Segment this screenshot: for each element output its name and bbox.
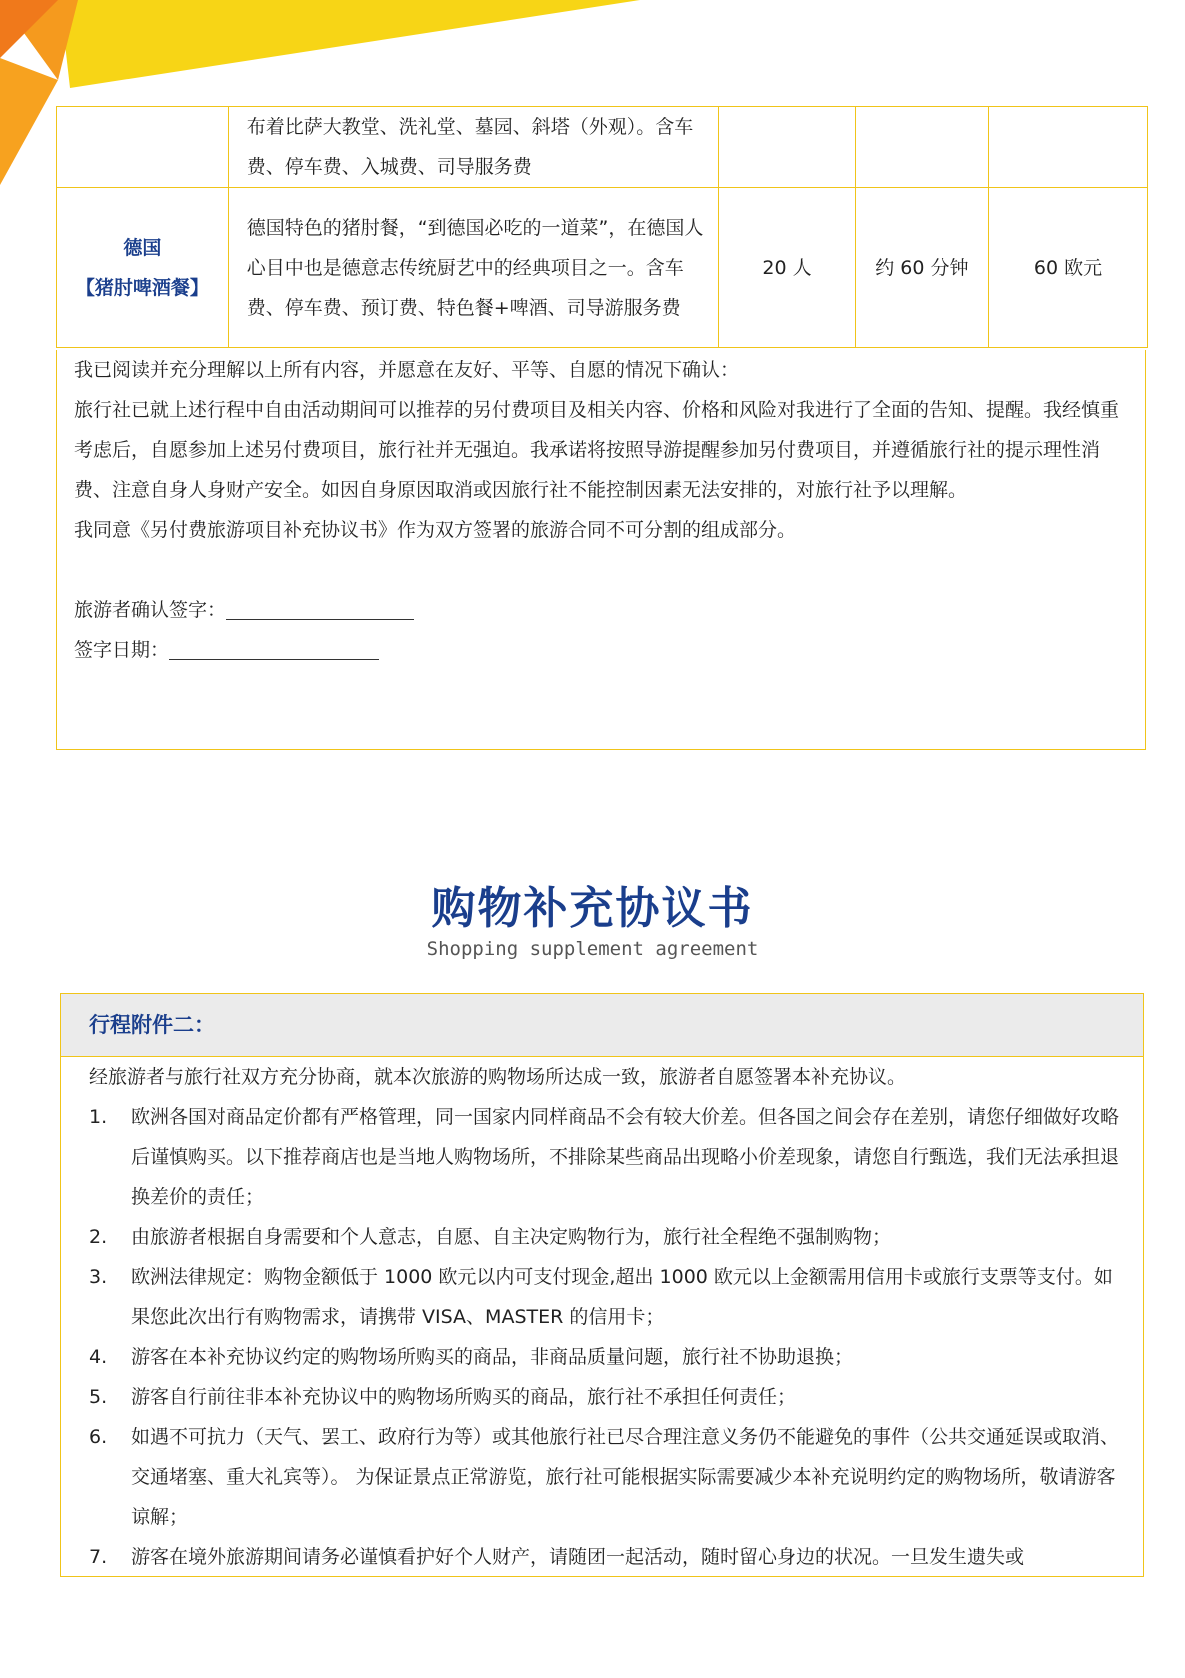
confirm-body: 旅行社已就上述行程中自由活动期间可以推荐的另付费项目及相关内容、价格和风险对我进行了全面的告知、提醒。我经慎重考虑后，自愿参加上述另付费项目，旅行社并无强迫。我承诺将按照导游提醒参加另付费项目，并遵循旅行社的提示理性消费、注意自身人身财产安全。如因自身原因取消或因旅行社不能控制因素无法安排的，对旅行社予以理解。 — [74, 399, 1120, 501]
signature-field[interactable] — [226, 595, 414, 620]
list-item — [89, 1377, 1131, 1417]
duration-cell — [855, 107, 988, 188]
agreement-header: 行程附件二： — [61, 994, 1143, 1057]
shopping-agreement-box — [60, 993, 1144, 1577]
date-field[interactable] — [169, 635, 379, 660]
people-cell: 20 人 — [719, 188, 856, 348]
list-item-text: 如遇不可抗力（天气、罢工、政府行为等）或其他旅行社已尽合理注意义务仍不能避免的事件（公共交通延误或取消、交通堵塞、重大礼宾等）。 为保证景点正常游览，旅行社可能根据实际需要减少本补充说明约定的购物场所，敬请游客谅解； — [131, 1426, 1120, 1528]
confirm-agreement: 我同意《另付费旅游项目补充协议书》作为双方签署的旅游合同不可分割的组成部分。 — [74, 519, 797, 541]
list-item — [89, 1417, 1131, 1537]
description-cell: 布着比萨大教堂、洗礼堂、墓园、斜塔（外观）。含车费、停车费、入城费、司导服务费 — [228, 107, 719, 188]
list-item — [89, 1097, 1131, 1217]
place-country: 德国 — [123, 236, 162, 259]
table-row — [57, 188, 1148, 348]
place-cell — [57, 107, 229, 188]
description-cell: 德国特色的猪肘餐，“到德国必吃的一道菜”，在德国人心目中也是德意志传统厨艺中的经典项目之一。含车费、停车费、预订费、特色餐+啤酒、司导游服务费 — [228, 188, 719, 348]
list-item — [89, 1217, 1131, 1257]
paid-items-table — [56, 106, 1148, 348]
list-item-number: 2. — [89, 1226, 108, 1248]
page-subtitle: Shopping supplement agreement — [426, 938, 759, 960]
place-item: 【猪肘啤酒餐】 — [75, 276, 209, 299]
page-title: 购物补充协议书 — [431, 883, 754, 934]
date-label: 签字日期： — [74, 639, 170, 661]
list-item — [89, 1257, 1131, 1337]
place-cell — [57, 188, 229, 348]
duration-cell: 约 60 分钟 — [855, 188, 988, 348]
list-item-number: 5. — [89, 1386, 108, 1408]
list-item-text: 由旅游者根据自身需要和个人意志，自愿、自主决定购物行为，旅行社全程绝不强制购物； — [131, 1226, 892, 1248]
signature-label: 旅游者确认签字： — [74, 599, 227, 621]
price-cell — [989, 107, 1148, 188]
people-cell — [719, 107, 856, 188]
price-cell: 60 欧元 — [989, 188, 1148, 348]
list-item-number: 4. — [89, 1346, 108, 1368]
list-item-text: 欧洲各国对商品定价都有严格管理，同一国家内同样商品不会有较大价差。但各国之间会存在差别，请您仔细做好攻略后谨慎购买。以下推荐商店也是当地人购物场所，不排除某些商品出现略小价差现象，请您自行甄选，我们无法承担退换差价的责任； — [131, 1106, 1120, 1208]
list-item-text: 游客自行前往非本补充协议中的购物场所购买的商品，旅行社不承担任何责任； — [131, 1386, 797, 1408]
confirm-intro: 我已阅读并充分理解以上所有内容，并愿意在友好、平等、自愿的情况下确认： — [74, 359, 740, 381]
list-item-text: 欧洲法律规定：购物金额低于 1000 欧元以内可支付现金,超出 1000 欧元以上金额需用信用卡或旅行支票等支付。如果您此次出行有购物需求，请携带 VISA、MASTER 的信用卡； — [131, 1266, 1113, 1328]
list-item-number: 1. — [89, 1106, 108, 1128]
list-item-number: 3. — [89, 1266, 108, 1288]
list-item — [89, 1337, 1131, 1377]
list-item-text: 游客在境外旅游期间请务必谨慎看护好个人财产，请随团一起活动，随时留心身边的状况。一旦发生遗失或 — [131, 1546, 1025, 1568]
date-row — [74, 630, 1133, 670]
agreement-body — [61, 1057, 1143, 1577]
agreement-intro: 经旅游者与旅行社双方充分协商，就本次旅游的购物场所达成一致，旅游者自愿签署本补充协议。 — [89, 1066, 907, 1088]
table-row — [57, 107, 1148, 188]
list-item-number: 6. — [89, 1426, 108, 1448]
confirmation-box — [56, 350, 1146, 750]
signature-row — [74, 590, 1133, 630]
list-item — [89, 1537, 1131, 1577]
list-item-text: 游客在本补充协议约定的购物场所购买的商品，非商品质量问题，旅行社不协助退换； — [131, 1346, 854, 1368]
list-item-number: 7. — [89, 1546, 108, 1568]
